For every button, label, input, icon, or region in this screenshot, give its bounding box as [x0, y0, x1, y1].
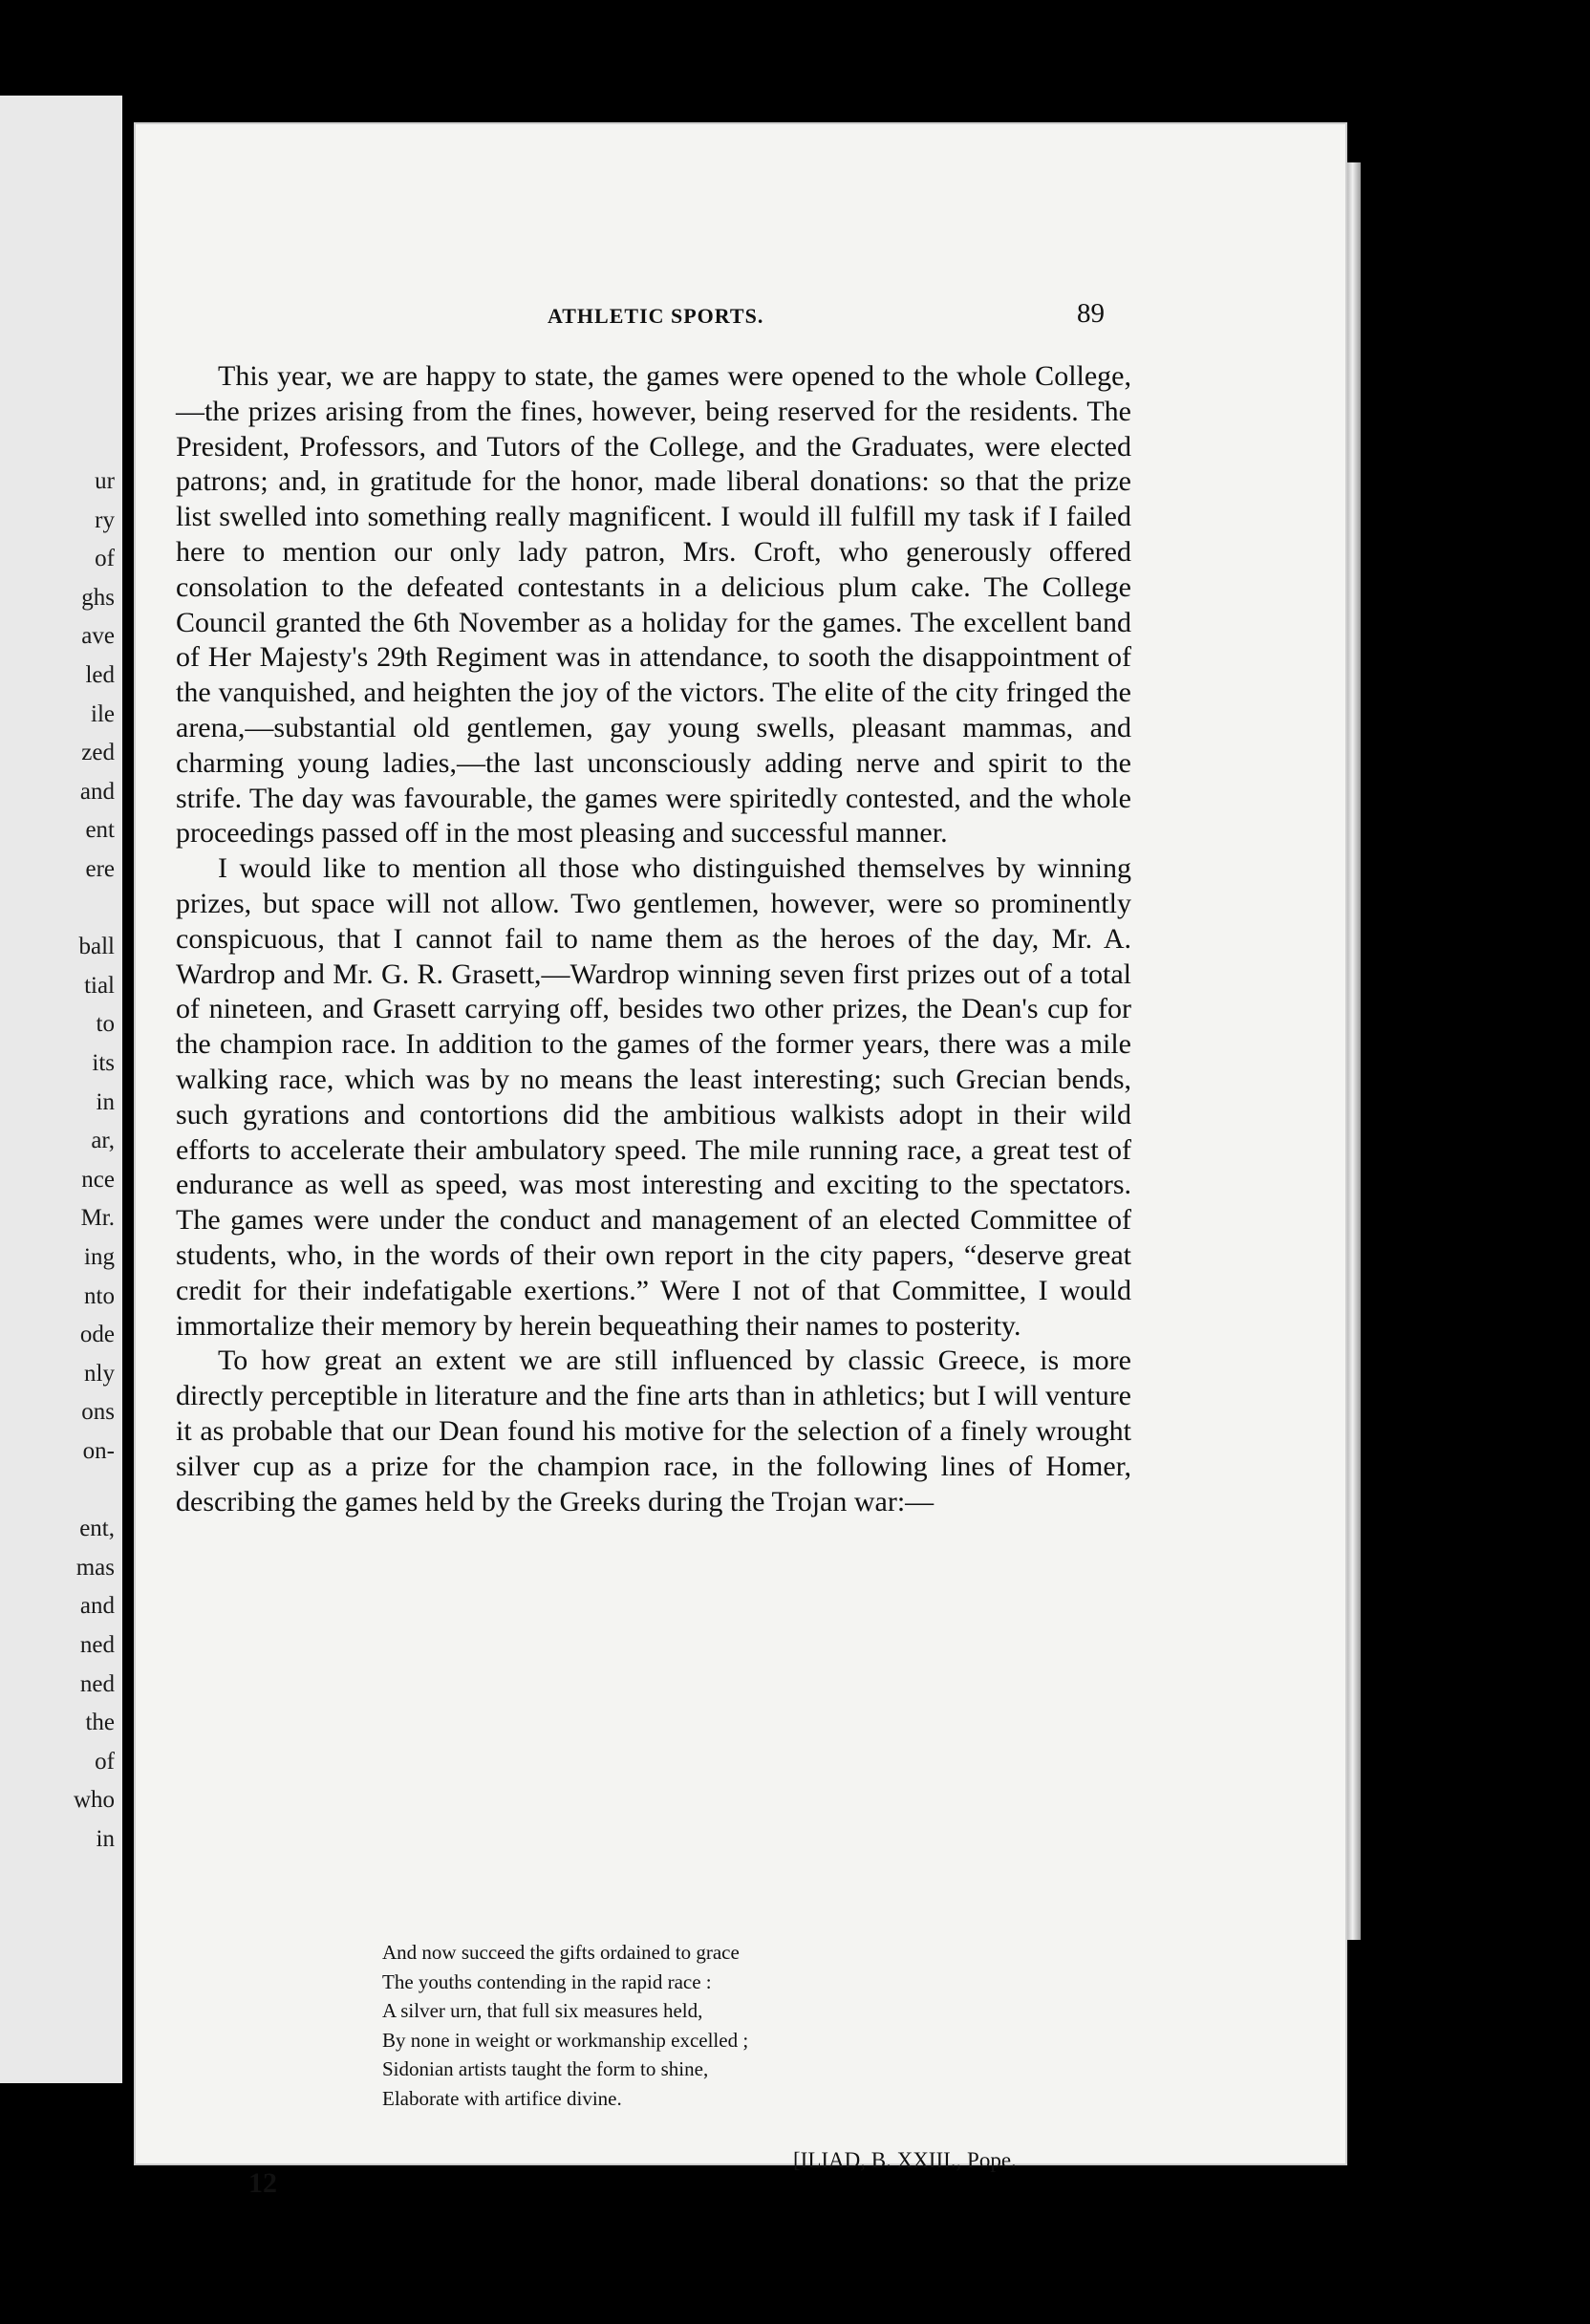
facing-page-word-fragment: ned — [79, 1670, 115, 1697]
facing-page-word-fragment: in — [96, 1826, 115, 1852]
page-number: 89 — [1077, 298, 1105, 329]
verse-line: By none in weight or workmanship excelled ; — [382, 2028, 749, 2052]
facing-page-word-fragment: zed — [81, 740, 115, 766]
facing-page-word-fragment: and — [79, 1593, 115, 1620]
page-header — [134, 298, 1347, 342]
facing-page-word-fragment: nly — [84, 1360, 115, 1387]
facing-page-word-fragment: on- — [82, 1438, 115, 1464]
facing-page-word-fragment: ons — [81, 1399, 115, 1426]
facing-page-word-fragment: who — [73, 1787, 115, 1814]
verse-line: And now succeed the gifts ordained to grace — [382, 1941, 740, 1964]
facing-page-word-fragment: ry — [95, 506, 115, 533]
facing-page-word-fragment: in — [96, 1088, 115, 1115]
quote-attribution: [ILIAD, B. XXIII., Pope. — [793, 2148, 1017, 2172]
facing-page-word-fragment: ent, — [79, 1516, 115, 1542]
facing-page-word-fragment: ode — [79, 1322, 115, 1348]
page-edge — [1347, 162, 1361, 1940]
facing-page-word-fragment: the — [85, 1710, 115, 1736]
facing-page-word-fragment: led — [85, 662, 115, 688]
paragraph: This year, we are happy to state, the games were opened to the whole College,—the prizes arising from the fines, however, being reserved for the residents. The President, Professors, and Tutors of the College, and the Graduates, were elected patrons; and, in gratitude for the honor, made liberal donations: so that the prize list swelled into something really magnificent. I would ill fulfill my task if I failed here to mention our only lady patron, Mrs. Croft, who generously offered consolation to the defeated contestants in a delicious plum cake. The College Council granted the 6th November as a holiday for the games. The excellent band of Her Majesty's 29th Regiment was in attendance, to sooth the disappointment of the vanquished, and heighten the joy of the victors. The elite of the city fringed the arena,—substantial old gentlemen, gay young swells, pleasant mammas, and charming young ladies,—the last unconsciously adding nerve and spirit to the strife. The day was favourable, the games were spiritedly contested, and the whole proceedings passed off in the most pleasing and successful manner. — [176, 360, 1131, 850]
paragraph: To how great an extent we are still influenced by classic Greece, is more directly perceptible in literature and the fine arts than in athletics; but I will venture it as probable that our Dean found his motive for the selection of a finely wrought silver cup as a prize for the champion race, in the following lines of Homer, describing the games held by the Greeks during the Trojan war:— — [176, 1345, 1131, 1517]
facing-page-word-fragment: its — [92, 1050, 115, 1076]
facing-page-word-fragment: Mr. — [80, 1205, 115, 1232]
verse-quotation — [382, 1938, 1108, 2113]
facing-page-word-fragment: ere — [85, 856, 115, 882]
facing-page-word-fragment: ave — [81, 623, 115, 650]
signature-mark: 12 — [248, 2167, 277, 2199]
book-page — [134, 122, 1347, 2199]
paragraph: I would like to mention all those who distinguished themselves by winning prizes, but space will not allow. Two gentlemen, however, were so prominently conspicuous, that I cannot fail to name them as the heroes of the day, Mr. A. Wardrop and Mr. G. R. Grasett,—Wardrop winning seven first prizes out of a total of nineteen, and Grasett carrying off, besides two other prizes, the Dean's cup for the champion race. In addition to the games of the former years, there was a mile walking race, which was by no means the least interesting; such Grecian bends, such gyrations and contortions did the ambitious walkists adopt in their wild efforts to accelerate their ambulatory speed. The mile running race, a great test of endurance as well as speed, was most interesting and exciting to the spectators. The games were under the conduct and management of an elected Committee of students, who, in the words of their own report in the city papers, “deserve great credit for their indefatigable exertions.” Were I not of that Committee, I would immortalize their memory by herein bequeathing their names to posterity. — [176, 852, 1131, 1342]
facing-page-word-fragment: ur — [95, 468, 115, 494]
facing-page-word-fragment: ghs — [81, 584, 115, 611]
facing-page-word-fragment: nto — [84, 1282, 115, 1309]
facing-page-word-fragment: ile — [91, 700, 115, 727]
facing-page-word-fragment: to — [96, 1011, 115, 1038]
verse-line: The youths contending in the rapid race : — [382, 1969, 712, 1993]
facing-page-word-fragment: mas — [75, 1554, 115, 1581]
verse-line: Sidonian artists taught the form to shine, — [382, 2057, 709, 2080]
facing-page-word-fragment: ing — [84, 1244, 115, 1270]
verse-line: A silver urn, that full six measures held, — [382, 1999, 703, 2022]
running-head: ATHLETIC SPORTS. — [548, 304, 764, 328]
facing-page-word-fragment: ball — [78, 934, 115, 960]
facing-page-word-fragment: ent — [85, 817, 115, 844]
verse-line: Elaborate with artifice divine. — [382, 2086, 622, 2110]
facing-page-fragment — [0, 96, 122, 2083]
facing-page-word-fragment: ar, — [91, 1128, 115, 1154]
facing-page-word-fragment: nce — [81, 1166, 115, 1193]
facing-page-word-fragment: tial — [84, 972, 115, 999]
facing-page-word-fragment: ned — [79, 1632, 115, 1658]
facing-page-word-fragment: of — [95, 1748, 115, 1775]
body-text — [176, 359, 1131, 1519]
facing-page-word-fragment: and — [79, 778, 115, 805]
facing-page-word-fragment: of — [95, 546, 115, 572]
